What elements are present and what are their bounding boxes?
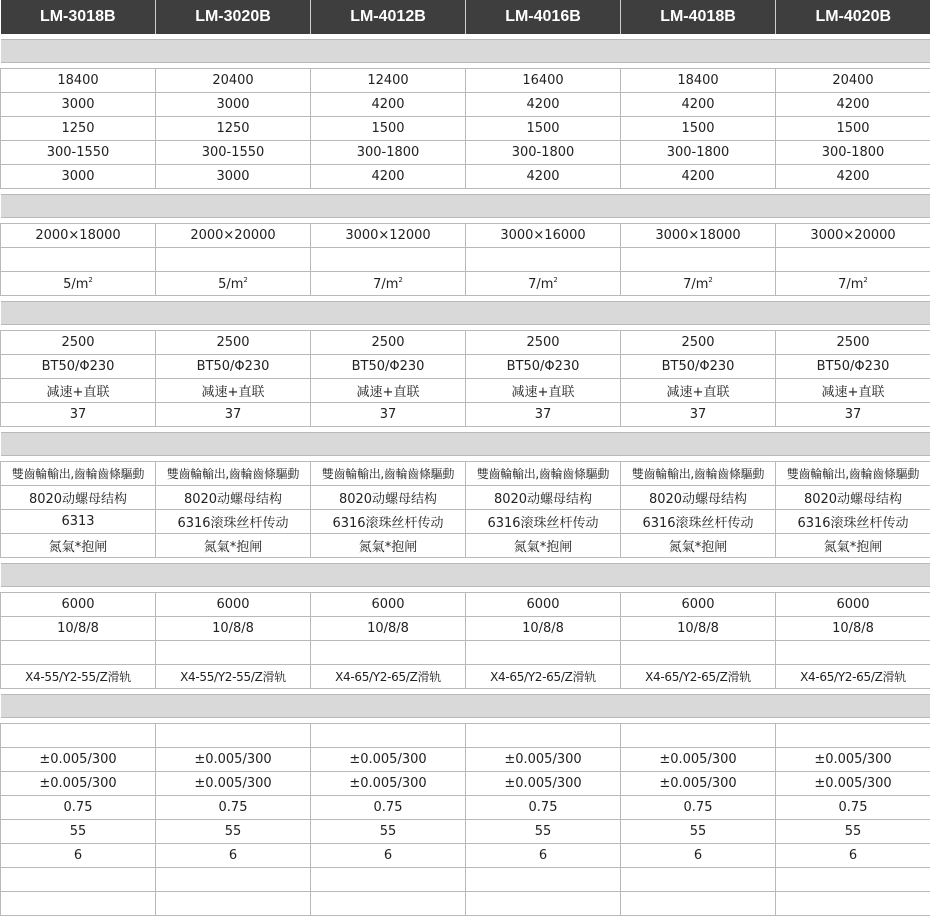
spec-cell: 6 (1, 844, 156, 868)
spec-cell: ±0.005/300 (311, 772, 466, 796)
spec-cell: 3000×20000 (776, 224, 930, 248)
table-row (1, 796, 930, 820)
spec-cell: X4-55/Y2-55/Z滑轨 (156, 665, 311, 689)
spec-cell: $7/m^2$ (621, 272, 776, 296)
spec-cell: $7/m^2$ (311, 272, 466, 296)
spec-cell: 55 (156, 820, 311, 844)
spec-cell: BT50/Φ230 (156, 355, 311, 379)
spec-cell (1, 868, 156, 892)
spec-cell: 2000×20000 (156, 224, 311, 248)
spec-cell (156, 248, 311, 272)
spec-cell: 8020动螺母结构 (156, 486, 311, 510)
spec-cell: 37 (311, 403, 466, 427)
spec-cell: BT50/Φ230 (776, 355, 930, 379)
spec-cell: X4-65/Y2-65/Z滑轨 (776, 665, 930, 689)
spec-cell (621, 868, 776, 892)
spec-cell: 氮氣*抱闸 (1, 534, 156, 558)
table-row (1, 772, 930, 796)
spec-cell: 8020动螺母结构 (311, 486, 466, 510)
table-row (1, 724, 930, 748)
spec-cell: 37 (466, 403, 621, 427)
model-name: LM-4016B (466, 0, 621, 34)
spec-cell: 300-1800 (621, 141, 776, 165)
spec-cell: 减速+直联 (776, 379, 930, 403)
table-row (1, 141, 930, 165)
spec-cell: 4200 (776, 165, 930, 189)
spec-body (1, 34, 930, 916)
spec-cell: 55 (776, 820, 930, 844)
spec-cell: 4200 (621, 165, 776, 189)
spec-cell: 3000×18000 (621, 224, 776, 248)
spec-cell: 300-1800 (311, 141, 466, 165)
spec-cell: 4200 (311, 165, 466, 189)
spec-cell: 10/8/8 (621, 617, 776, 641)
spec-cell (156, 724, 311, 748)
spec-cell: 雙齒輪輸出,齒輪齒條驅動 (311, 462, 466, 486)
spec-cell: 300-1800 (466, 141, 621, 165)
spec-cell (776, 724, 930, 748)
spec-cell: $5/m^2$ (1, 272, 156, 296)
spec-cell: 6000 (621, 593, 776, 617)
spec-cell: 1500 (311, 117, 466, 141)
spec-cell: 10/8/8 (776, 617, 930, 641)
spec-cell: 3000 (156, 165, 311, 189)
spec-cell (466, 868, 621, 892)
spec-cell: 20400 (776, 69, 930, 93)
spec-cell: 3000 (156, 93, 311, 117)
table-row (1, 534, 930, 558)
spec-cell: BT50/Φ230 (621, 355, 776, 379)
table-row (1, 117, 930, 141)
spec-cell: 雙齒輪輸出,齒輪齒條驅動 (1, 462, 156, 486)
spec-cell: 10/8/8 (311, 617, 466, 641)
spec-cell: 3000×12000 (311, 224, 466, 248)
spec-cell: 氮氣*抱闸 (466, 534, 621, 558)
spec-cell: 2500 (311, 331, 466, 355)
spec-cell: 18400 (1, 69, 156, 93)
spec-cell (311, 724, 466, 748)
spec-cell (311, 892, 466, 916)
spec-cell: 20400 (156, 69, 311, 93)
spec-cell: 37 (621, 403, 776, 427)
table-row (1, 748, 930, 772)
section-divider (1, 695, 930, 718)
spec-cell: 减速+直联 (156, 379, 311, 403)
spec-cell (1, 724, 156, 748)
spec-cell (776, 248, 930, 272)
spec-cell: 8020动螺母结构 (466, 486, 621, 510)
spec-cell (466, 724, 621, 748)
spec-cell: BT50/Φ230 (1, 355, 156, 379)
spec-cell: 0.75 (1, 796, 156, 820)
spec-cell: 6313 (1, 510, 156, 534)
model-name: LM-4020B (776, 0, 930, 34)
spec-cell: 8020动螺母结构 (621, 486, 776, 510)
spec-cell (156, 868, 311, 892)
spec-cell (466, 248, 621, 272)
spec-cell (621, 248, 776, 272)
spec-cell: 6316滚珠丝杆传动 (621, 510, 776, 534)
section-divider (1, 564, 930, 587)
spec-cell: 2500 (1, 331, 156, 355)
spec-cell: 6316滚珠丝杆传动 (156, 510, 311, 534)
spec-cell: 6000 (311, 593, 466, 617)
spec-cell: 0.75 (621, 796, 776, 820)
spec-cell: BT50/Φ230 (311, 355, 466, 379)
table-row (1, 892, 930, 916)
spec-cell: 55 (1, 820, 156, 844)
table-row (1, 486, 930, 510)
spec-cell: 1250 (156, 117, 311, 141)
spec-cell: ±0.005/300 (621, 772, 776, 796)
spec-cell: ±0.005/300 (156, 772, 311, 796)
spec-cell: X4-65/Y2-65/Z滑轨 (621, 665, 776, 689)
spec-cell: 雙齒輪輸出,齒輪齒條驅動 (621, 462, 776, 486)
spec-cell: 1500 (776, 117, 930, 141)
spec-cell: 8020动螺母结构 (1, 486, 156, 510)
spec-cell: 2000×18000 (1, 224, 156, 248)
spec-cell: 6 (156, 844, 311, 868)
spec-cell: 16400 (466, 69, 621, 93)
spec-cell: 雙齒輪輸出,齒輪齒條驅動 (466, 462, 621, 486)
spec-cell (311, 248, 466, 272)
table-row (1, 379, 930, 403)
model-name: LM-4012B (311, 0, 466, 34)
spec-cell (1, 892, 156, 916)
spec-cell: 6 (466, 844, 621, 868)
spec-cell (621, 641, 776, 665)
spec-cell: X4-65/Y2-65/Z滑轨 (311, 665, 466, 689)
section-divider (1, 40, 930, 63)
spec-cell: 减速+直联 (621, 379, 776, 403)
spec-cell: 300-1800 (776, 141, 930, 165)
spec-cell: $7/m^2$ (466, 272, 621, 296)
spec-cell: 37 (156, 403, 311, 427)
spec-cell: 6 (776, 844, 930, 868)
spec-cell: BT50/Φ230 (466, 355, 621, 379)
spec-cell: 300-1550 (1, 141, 156, 165)
spec-cell: 1500 (621, 117, 776, 141)
spec-cell: 减速+直联 (311, 379, 466, 403)
spec-cell: 4200 (621, 93, 776, 117)
spec-cell: 4200 (776, 93, 930, 117)
spec-cell (1, 248, 156, 272)
spec-cell: 氮氣*抱闸 (311, 534, 466, 558)
spec-cell: ±0.005/300 (621, 748, 776, 772)
table-row (1, 510, 930, 534)
spec-cell: 3000×16000 (466, 224, 621, 248)
spec-cell: ±0.005/300 (311, 748, 466, 772)
spec-cell: 0.75 (776, 796, 930, 820)
table-row (1, 820, 930, 844)
spec-cell: 3000 (1, 165, 156, 189)
spec-cell: 雙齒輪輸出,齒輪齒條驅動 (156, 462, 311, 486)
spec-cell: 氮氣*抱闸 (156, 534, 311, 558)
spec-cell: 2500 (156, 331, 311, 355)
model-header (1, 0, 930, 34)
spec-cell: 12400 (311, 69, 466, 93)
spec-cell: 37 (776, 403, 930, 427)
table-row (1, 165, 930, 189)
model-name: LM-3018B (1, 0, 156, 34)
spec-cell (776, 641, 930, 665)
spec-cell: 3000 (1, 93, 156, 117)
table-row (1, 641, 930, 665)
spec-cell: ±0.005/300 (466, 772, 621, 796)
spec-cell: X4-65/Y2-65/Z滑轨 (466, 665, 621, 689)
spec-cell (466, 892, 621, 916)
table-row (1, 224, 930, 248)
spec-cell: 6316滚珠丝杆传动 (466, 510, 621, 534)
model-name: LM-3020B (156, 0, 311, 34)
table-row (1, 665, 930, 689)
spec-cell: 0.75 (311, 796, 466, 820)
spec-cell: 4200 (466, 165, 621, 189)
spec-cell: X4-55/Y2-55/Z滑轨 (1, 665, 156, 689)
table-row (1, 69, 930, 93)
table-row (1, 93, 930, 117)
spec-cell: ±0.005/300 (776, 772, 930, 796)
spec-cell (621, 724, 776, 748)
spec-cell: 6 (621, 844, 776, 868)
spec-cell: 0.75 (156, 796, 311, 820)
spec-cell: 10/8/8 (156, 617, 311, 641)
spec-cell (621, 892, 776, 916)
spec-cell: 300-1550 (156, 141, 311, 165)
table-row (1, 403, 930, 427)
spec-cell: 37 (1, 403, 156, 427)
spec-cell (466, 641, 621, 665)
table-row (1, 844, 930, 868)
spec-cell: 18400 (621, 69, 776, 93)
spec-cell: 1250 (1, 117, 156, 141)
section-divider (1, 195, 930, 218)
spec-cell: 4200 (311, 93, 466, 117)
spec-cell: 55 (621, 820, 776, 844)
table-row (1, 593, 930, 617)
spec-cell: 6 (311, 844, 466, 868)
spec-cell: ±0.005/300 (776, 748, 930, 772)
spec-cell: 2500 (466, 331, 621, 355)
spec-cell (156, 641, 311, 665)
spec-cell: ±0.005/300 (1, 748, 156, 772)
spec-cell: 6000 (156, 593, 311, 617)
spec-cell: ±0.005/300 (156, 748, 311, 772)
spec-cell: 55 (311, 820, 466, 844)
spec-cell (776, 868, 930, 892)
spec-cell: 2500 (621, 331, 776, 355)
spec-cell: 减速+直联 (1, 379, 156, 403)
table-row (1, 331, 930, 355)
section-divider (1, 433, 930, 456)
spec-cell: 氮氣*抱闸 (776, 534, 930, 558)
table-row (1, 272, 930, 296)
spec-cell: 10/8/8 (466, 617, 621, 641)
spec-cell: 6316滚珠丝杆传动 (311, 510, 466, 534)
spec-cell: 8020动螺母结构 (776, 486, 930, 510)
model-name: LM-4018B (621, 0, 776, 34)
spec-cell: 6000 (1, 593, 156, 617)
spec-cell: 55 (466, 820, 621, 844)
spec-cell: 6316滚珠丝杆传动 (776, 510, 930, 534)
spec-cell: 氮氣*抱闸 (621, 534, 776, 558)
spec-cell (311, 641, 466, 665)
spec-cell (776, 892, 930, 916)
spec-cell (156, 892, 311, 916)
spec-cell (311, 868, 466, 892)
spec-cell: ±0.005/300 (1, 772, 156, 796)
spec-cell: 10/8/8 (1, 617, 156, 641)
table-row (1, 868, 930, 892)
spec-cell: 6000 (466, 593, 621, 617)
table-row (1, 355, 930, 379)
spec-cell: 6000 (776, 593, 930, 617)
spec-cell: 4200 (466, 93, 621, 117)
section-divider (1, 302, 930, 325)
spec-cell: ±0.005/300 (466, 748, 621, 772)
spec-cell: $5/m^2$ (156, 272, 311, 296)
spec-cell (1, 641, 156, 665)
table-row (1, 248, 930, 272)
spec-cell: 0.75 (466, 796, 621, 820)
spec-cell: $7/m^2$ (776, 272, 930, 296)
spec-cell: 1500 (466, 117, 621, 141)
spec-cell: 雙齒輪輸出,齒輪齒條驅動 (776, 462, 930, 486)
spec-cell: 减速+直联 (466, 379, 621, 403)
table-row (1, 617, 930, 641)
table-row (1, 462, 930, 486)
spec-cell: 2500 (776, 331, 930, 355)
